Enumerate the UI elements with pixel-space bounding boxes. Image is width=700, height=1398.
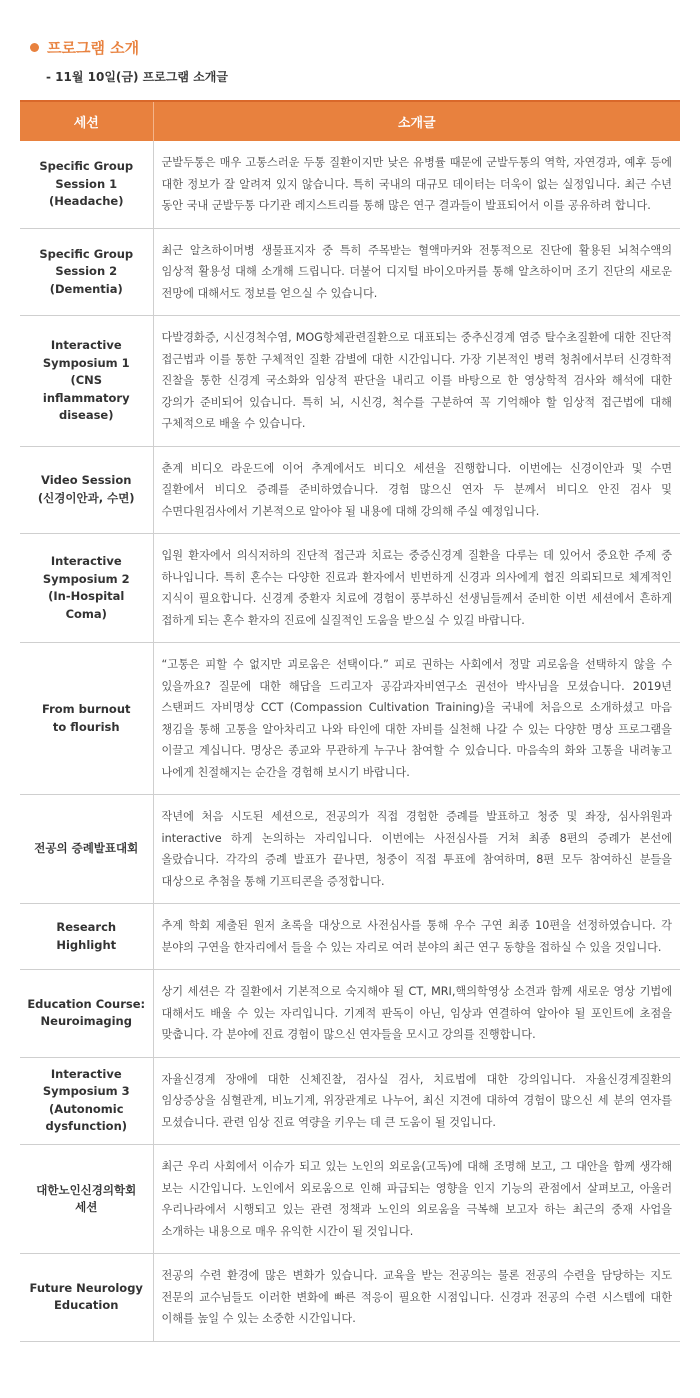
section-heading xyxy=(20,36,680,58)
session-description: 상기 세션은 각 질환에서 기본적으로 숙지해야 될 CT, MRI,핵의학영상 소견과 함께 새로운 영상 기법에 대해서도 배울 수 있는 자리입니다. 기계적 판독이 아닌, 임상과 연결하여 알아야 될 포인트에 초점을 맞춥니다. 각 분야에 진료 경험이 많으신 연자들을 모시고 강의를 진행합니다. xyxy=(153,970,680,1058)
table-row xyxy=(20,316,680,447)
table-row xyxy=(20,534,680,643)
session-name: Specific Group Session 1 (Headache) xyxy=(20,141,153,228)
session-name: From burnout to flourish xyxy=(20,643,153,795)
program-table xyxy=(20,100,680,1342)
table-row xyxy=(20,643,680,795)
session-description: 작년에 처음 시도된 세션으로, 전공의가 직접 경험한 증례를 발표하고 청중 및 좌장, 심사위원과 interactive 하게 논의하는 자리입니다. 이번에는 사전심사를 거쳐 최종 8편의 증례가 본선에 올랐습니다. 각각의 증례 발표가 끝나면, 청중이 직접 투표에 참여하며, 8편 모두 참여하신 분들을 대상으로 추첨을 통해 기프티콘을 증정합니다. xyxy=(153,795,680,904)
session-name: Research Highlight xyxy=(20,904,153,970)
session-description: 다발경화증, 시신경척수염, MOG항체관련질환으로 대표되는 중추신경계 염증 탈수초질환에 대한 진단적 접근법과 이를 통한 구체적인 질환 감별에 대한 시간입니다. 가장 기본적인 병력 청취에서부터 신경학적 진찰을 통한 신경계 국소화와 임상적 판단을 내리고 이를 바탕으로 한 영상학적 검사와 해석에 대한 강의가 준비되어 있습니다. 특히 뇌, 시신경, 척수를 구분하여 꼭 기억해야 할 임상적 접근법에 대해 구체적으로 배울 수 있습니다. xyxy=(153,316,680,447)
session-description: 춘계 비디오 라운드에 이어 추계에서도 비디오 세션을 진행합니다. 이번에는 신경이안과 및 수면 질환에서 비디오 증례를 준비하였습니다. 경험 많으신 연자 두 분께서 비디오 안진 검사 및 수면다원검사에서 기본적으로 알아야 될 내용에 대해 강의해 주실 예정입니다. xyxy=(153,446,680,534)
table-row xyxy=(20,446,680,534)
bullet-dot-icon xyxy=(30,43,39,52)
table-row xyxy=(20,228,680,316)
session-description: 입원 환자에서 의식저하의 진단적 접근과 치료는 중증신경계 질환을 다루는 데 있어서 중요한 주제 중 하나입니다. 특히 혼수는 다양한 진료과 환자에서 빈번하게 신경과 의사에게 협진 의뢰되므로 체계적인 지식이 필요합니다. 신경계 중환자 치료에 경험이 풍부하신 선생님들께서 준비한 이번 세션에서 흔하게 접하게 되는 혼수 환자의 진료에 실질적인 도움을 받으실 수 있길 바랍니다. xyxy=(153,534,680,643)
session-description: 군발두통은 매우 고통스러운 두통 질환이지만 낮은 유병률 때문에 군발두통의 역학, 자연경과, 예후 등에 대한 정보가 잘 알려져 있지 않습니다. 특히 국내의 대규모 데이터는 더욱이 없는 실정입니다. 최근 수년 동안 국내 군발두통 다기관 레지스트리를 통해 많은 연구 결과들이 발표되어서 이를 공유하려 합니다. xyxy=(153,141,680,228)
session-name: Interactive Symposium 2 (In-Hospital Coma) xyxy=(20,534,153,643)
session-description: 추계 학회 제출된 원저 초록을 대상으로 사전심사를 통해 우수 구연 최종 10편을 선정하였습니다. 각 분야의 구연을 한자리에서 들을 수 있는 자리로 여러 분야의 최근 연구 동향을 접하실 수 있을 것입니다. xyxy=(153,904,680,970)
session-name: Video Session (신경이안과, 수면) xyxy=(20,446,153,534)
session-name: 전공의 증례발표대회 xyxy=(20,795,153,904)
table-row xyxy=(20,1254,680,1342)
session-name: Interactive Symposium 3 (Autonomic dysfunction) xyxy=(20,1057,153,1145)
header-session: 세션 xyxy=(20,101,153,141)
session-name: Interactive Symposium 1 (CNS inflammatory disease) xyxy=(20,316,153,447)
header-description: 소개글 xyxy=(153,101,680,141)
table-row xyxy=(20,795,680,904)
table-header-row xyxy=(20,101,680,141)
session-description: 최근 알츠하이머병 생물표지자 중 특히 주목받는 혈액마커와 전통적으로 진단에 활용된 뇌척수액의 임상적 활용성 대해 소개해 드립니다. 더불어 디지털 바이오마커를 통해 알츠하이머 조기 진단의 새로운 전망에 대해서도 정보를 얻으실 수 있습니다. xyxy=(153,228,680,316)
session-description: 최근 우리 사회에서 이슈가 되고 있는 노인의 외로움(고독)에 대해 조명해 보고, 그 대안을 함께 생각해 보는 시간입니다. 노인에서 외로움으로 인해 파급되는 영향을 인지 기능의 관점에서 살펴보고, 아울러 우리나라에서 시행되고 있는 관련 정책과 노인의 외로움을 극복해 보고자 하는 최근의 중재 사업을 소개하는 내용으로 매우 유익한 시간이 될 것입니다. xyxy=(153,1145,680,1254)
table-row xyxy=(20,141,680,228)
session-description: “고통은 피할 수 없지만 괴로움은 선택이다.” 피로 권하는 사회에서 정말 괴로움을 선택하지 않을 수 있을까요? 질문에 대한 해답을 드리고자 공감과자비연구소 권선아 박사님을 모셨습니다. 2019년 스탠퍼드 자비명상 CCT (Compassion Cultivation Training)을 국내에 처음으로 소개하셨고 마음 챙김을 통해 고통을 알아차리고 나와 타인에 대한 자비를 실천해 나갈 수 있는 다양한 명상 프로그램을 이끌고 계십니다. 명상은 종교와 무관하게 누구나 참여할 수 있습니다. 마음속의 화와 고통을 내려놓고 나에게 친절해지는 순간을 경험해 보시기 바랍니다. xyxy=(153,643,680,795)
table-row xyxy=(20,1145,680,1254)
session-name: Specific Group Session 2 (Dementia) xyxy=(20,228,153,316)
section-title: 프로그램 소개 xyxy=(47,38,140,57)
table-row xyxy=(20,970,680,1058)
session-name: Education Course: Neuroimaging xyxy=(20,970,153,1058)
session-description: 자율신경계 장애에 대한 신체진찰, 검사실 검사, 치료법에 대한 강의입니다. 자율신경계질환의 임상증상을 심혈관계, 비뇨기계, 위장관계로 나누어, 최신 지견에 대하여 경험이 많으신 세 분의 연자를 모셨습니다. 관련 임상 진료 역량을 키우는 데 큰 도움이 될 것입니다. xyxy=(153,1057,680,1145)
table-row xyxy=(20,1057,680,1145)
session-name: 대한노인신경의학회 세션 xyxy=(20,1145,153,1254)
session-description: 전공의 수련 환경에 많은 변화가 있습니다. 교육을 받는 전공의는 물론 전공의 수련을 담당하는 지도 전문의 교수님들도 이러한 변화에 빠른 적응이 필요한 시점입니다. 신경과 전공의 수련 시스템에 대한 이해를 높일 수 있는 소중한 시간입니다. xyxy=(153,1254,680,1342)
program-subtitle: - 11월 10일(금) 프로그램 소개글 xyxy=(46,70,228,84)
session-name: Future Neurology Education xyxy=(20,1254,153,1342)
table-row xyxy=(20,904,680,970)
